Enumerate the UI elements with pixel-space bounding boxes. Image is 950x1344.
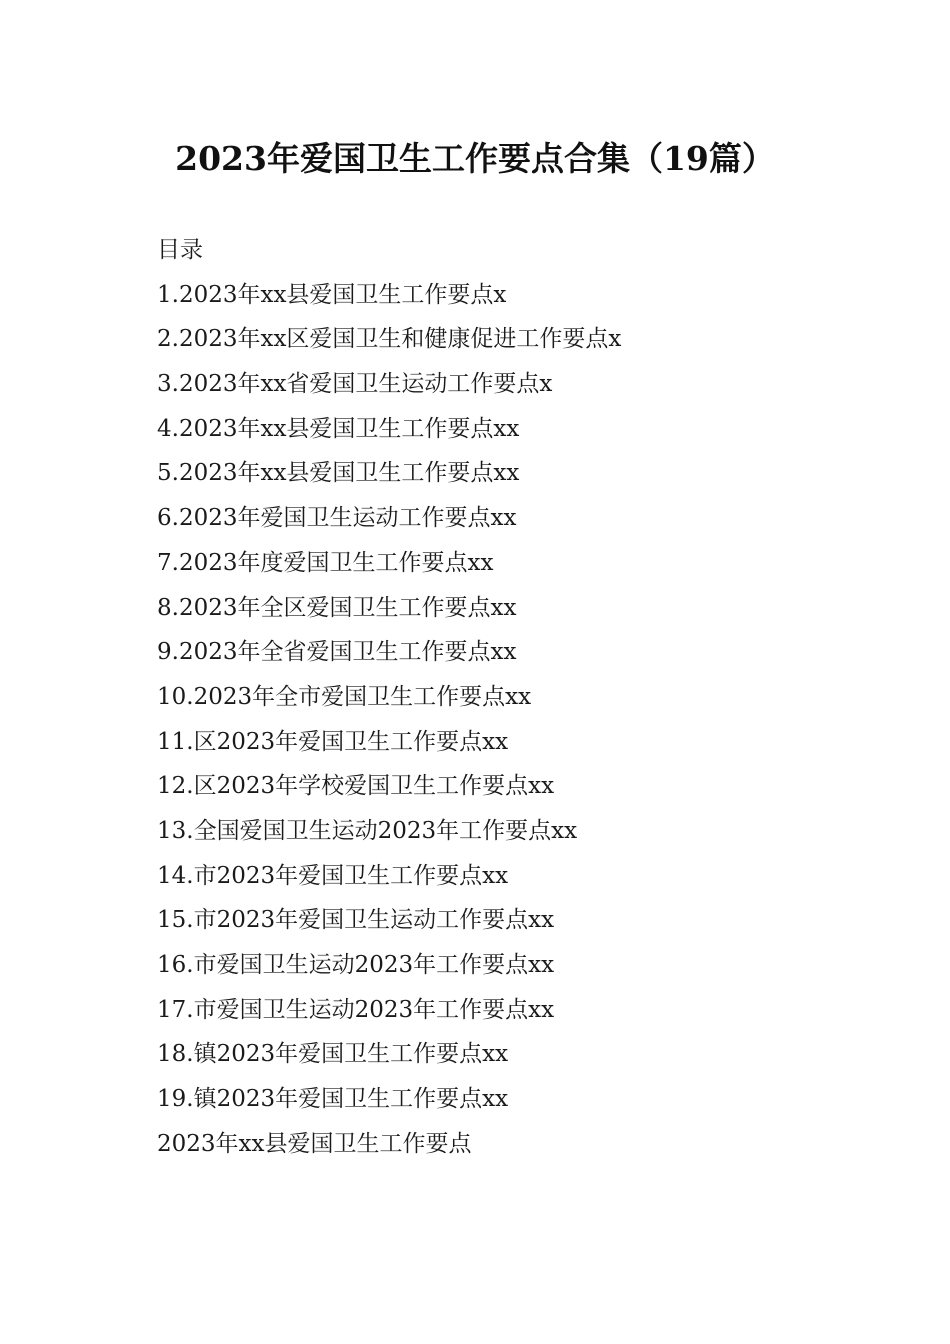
toc-item[interactable]: 8.2023年全区爱国卫生工作要点xx [157, 594, 517, 621]
toc-item[interactable]: 5.2023年xx县爱国卫生工作要点xx [157, 460, 520, 487]
toc-item[interactable]: 16.市爱国卫生运动2023年工作要点xx [157, 952, 555, 978]
toc-item[interactable]: 15.市2023年爱国卫生运动工作要点xx [157, 907, 555, 934]
toc-item[interactable]: 19.镇2023年爱国卫生工作要点xx [157, 1086, 509, 1113]
toc-item[interactable]: 10.2023年全市爱国卫生工作要点xx [157, 683, 532, 710]
toc-item[interactable]: 9.2023年全省爱国卫生工作要点xx [157, 639, 517, 666]
toc-item[interactable]: 6.2023年爱国卫生运动工作要点xx [157, 505, 517, 532]
toc-item[interactable]: 4.2023年xx县爱国卫生工作要点xx [157, 415, 520, 442]
toc-list [157, 273, 877, 1122]
toc-item[interactable]: 14.市2023年爱国卫生工作要点xx [157, 862, 509, 889]
toc-item[interactable]: 11.区2023年爱国卫生工作要点xx [157, 728, 509, 755]
toc-item[interactable]: 3.2023年xx省爱国卫生运动工作要点x [157, 371, 553, 398]
toc-item[interactable]: 12.区2023年学校爱国卫生工作要点xx [157, 773, 555, 800]
table-of-contents [157, 228, 877, 1166]
toc-item[interactable]: 18.镇2023年爱国卫生工作要点xx [157, 1041, 509, 1068]
section-title: 2023年xx县爱国卫生工作要点 [157, 1130, 472, 1157]
toc-item[interactable]: 13.全国爱国卫生运动2023年工作要点xx [157, 817, 578, 844]
toc-item[interactable]: 17.市爱国卫生运动2023年工作要点xx [157, 996, 555, 1023]
toc-heading: 目录 [157, 237, 203, 263]
document-title: 2023年爱国卫生工作要点合集（19篇） [175, 139, 775, 178]
toc-item[interactable]: 7.2023年度爱国卫生工作要点xx [157, 549, 494, 576]
toc-item[interactable]: 1.2023年xx县爱国卫生工作要点x [157, 281, 507, 308]
toc-item[interactable]: 2.2023年xx区爱国卫生和健康促进工作要点x [157, 326, 622, 353]
